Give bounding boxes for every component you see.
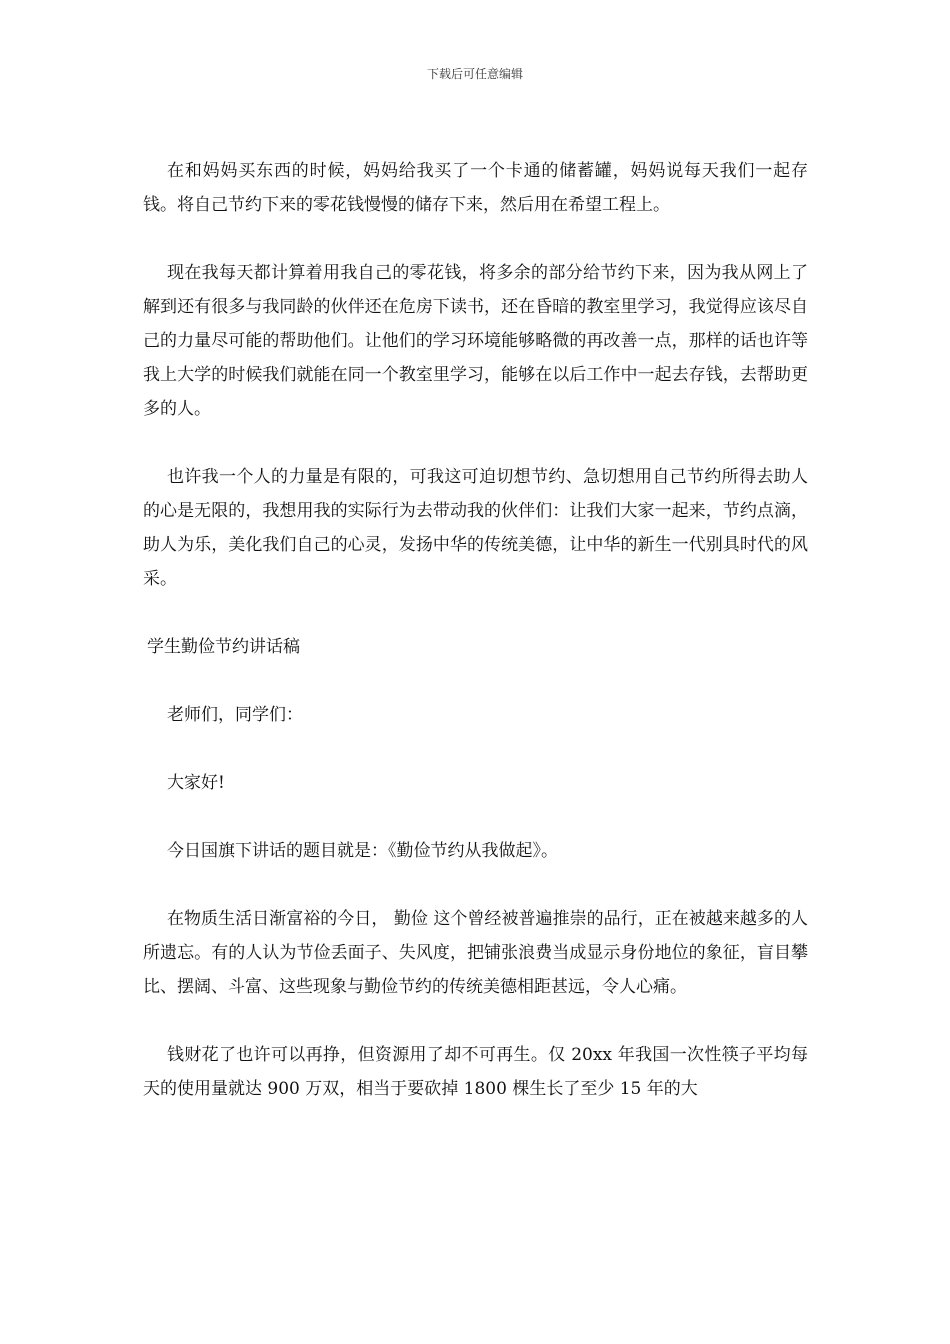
paragraph-frugality-forgotten: 在物质生活日渐富裕的今日， 勤俭 这个曾经被普遍推崇的品行，正在被越来越多的人所遗忘。有的人认为节俭丢面子、失风度，把铺张浪费当成显示身份地位的象征，盲目攀比、摆阔、斗富、这些现象与勤俭节约的传统美德相距甚远，令人心痛。	[143, 909, 808, 997]
paragraph-resources: 钱财花了也许可以再挣，但资源用了却不可再生。仅 20xx 年我国一次性筷子平均每天的使用量就达 900 万双，相当于要砍掉 1800 棵生长了至少 15 年的大	[143, 1045, 808, 1099]
paragraph-piggy-bank: 在和妈妈买东西的时候，妈妈给我买了一个卡通的储蓄罐，妈妈说每天我们一起存钱。将自己节约下来的零花钱慢慢的储存下来，然后用在希望工程上。	[143, 161, 808, 215]
page-header-note: 下载后可任意编辑	[426, 67, 523, 81]
greeting: 大家好!	[167, 773, 225, 793]
speech-topic: 今日国旗下讲话的题目就是：《勤俭节约从我做起》。	[167, 841, 558, 861]
section-title: 学生勤俭节约讲话稿	[147, 637, 300, 657]
paragraph-pocket-money: 现在我每天都计算着用我自己的零花钱，将多余的部分给节约下来，因为我从网上了解到还有很多与我同龄的伙伴还在危房下读书，还在昏暗的教室里学习，我觉得应该尽自己的力量尽可能的帮助他们。让他们的学习环境能够略微的再改善一点，那样的话也许等我上大学的时候我们就能在同一个教室里学习，能够在以后工作中一起去存钱，去帮助更多的人。	[143, 263, 808, 419]
paragraph-limited-strength: 也许我一个人的力量是有限的，可我这可迫切想节约、急切想用自己节约所得去助人的心是无限的，我想用我的实际行为去带动我的伙伴们：让我们大家一起来，节约点滴，助人为乐，美化我们自己的心灵，发扬中华的传统美德，让中华的新生一代别具时代的风采。	[143, 467, 808, 589]
salutation: 老师们，同学们：	[167, 705, 303, 725]
document-body	[143, 154, 808, 1106]
